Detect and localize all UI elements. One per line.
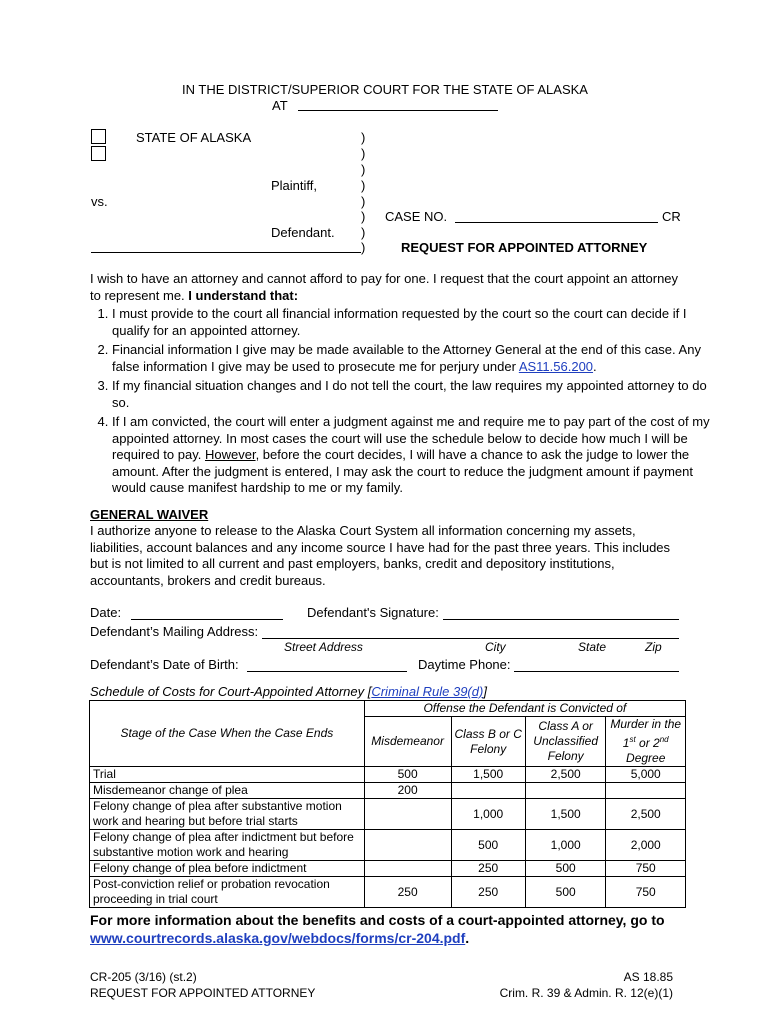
class-b-c-column-header: Class B or C Felony bbox=[451, 717, 525, 767]
misdemeanor-column-header: Misdemeanor bbox=[364, 717, 451, 767]
class-b-c-cell: 250 bbox=[451, 877, 525, 908]
case-number-field[interactable] bbox=[455, 222, 658, 223]
class-b-c-cell: 1,000 bbox=[451, 799, 525, 830]
case-suffix-label: CR bbox=[662, 209, 681, 224]
misdemeanor-cell bbox=[364, 799, 451, 830]
murder-cell bbox=[606, 783, 686, 799]
waiver-text: I authorize anyone to release to the Alaska Court System all information concerning my assets, liabilities, account balances and any income source I have had for the past three years. This includes but is not limited to all current and past employers, banks, credit and depository institutions, accountants, brokers and credit bureaus. bbox=[90, 523, 671, 588]
class-a-cell: 500 bbox=[525, 877, 606, 908]
murder-header-sup: nd bbox=[659, 735, 669, 744]
footer-statute: AS 18.85 bbox=[623, 970, 673, 984]
date-label: Date: bbox=[90, 605, 122, 620]
class-a-cell: 1,000 bbox=[525, 830, 606, 861]
murder-column-header bbox=[606, 717, 686, 767]
term-item-2 bbox=[112, 342, 712, 375]
class-b-c-cell: 250 bbox=[451, 861, 525, 877]
table-row bbox=[90, 799, 686, 830]
caption-paren: ) bbox=[361, 178, 366, 193]
understanding-list bbox=[90, 306, 712, 500]
mailing-address-label: Defendant’s Mailing Address: bbox=[90, 624, 259, 639]
versus-label: vs. bbox=[91, 194, 108, 209]
stage-column-header: Stage of the Case When the Case Ends bbox=[90, 701, 365, 767]
more-info-text: . bbox=[465, 930, 470, 946]
class-a-cell: 1,500 bbox=[525, 799, 606, 830]
footer-form-name: REQUEST FOR APPOINTED ATTORNEY bbox=[90, 986, 316, 1000]
more-info-text: For more information about the benefits and costs of a court-appointed attorney, go to bbox=[90, 912, 665, 928]
signature-field[interactable] bbox=[443, 619, 679, 620]
court-location-label: AT bbox=[272, 98, 288, 113]
understand-label: I understand that: bbox=[188, 288, 299, 303]
daytime-phone-field[interactable] bbox=[514, 671, 679, 672]
defendant-name-field[interactable] bbox=[91, 252, 361, 253]
offense-group-header: Offense the Defendant is Convicted of bbox=[364, 701, 685, 717]
state-checkbox-1[interactable] bbox=[91, 129, 106, 144]
zip-caption: Zip bbox=[645, 640, 662, 654]
term-item-3 bbox=[112, 378, 712, 411]
state-checkbox-2[interactable] bbox=[91, 146, 106, 161]
class-a-cell bbox=[525, 783, 606, 799]
table-header-row bbox=[90, 701, 686, 717]
term-item-1 bbox=[112, 306, 712, 339]
murder-cell: 2,000 bbox=[606, 830, 686, 861]
caption-paren: ) bbox=[361, 162, 366, 177]
statute-link[interactable]: AS11.56.200 bbox=[518, 358, 594, 374]
waiver-heading: GENERAL WAIVER bbox=[90, 507, 209, 522]
state-caption: State bbox=[578, 640, 607, 654]
date-of-birth-label: Defendant’s Date of Birth: bbox=[90, 657, 239, 672]
murder-cell: 750 bbox=[606, 861, 686, 877]
state-of-alaska-label: STATE OF ALASKA bbox=[136, 130, 252, 145]
intro-paragraph bbox=[90, 270, 690, 304]
however-text: However bbox=[204, 447, 256, 462]
caption-paren: ) bbox=[361, 240, 366, 255]
schedule-title-text: Schedule of Costs for Court-Appointed Attorney [ bbox=[90, 684, 372, 699]
class-a-column-header: Class A or Unclassified Felony bbox=[525, 717, 606, 767]
footer-rules: Crim. R. 39 & Admin. R. 12(e)(1) bbox=[499, 986, 673, 1000]
criminal-rule-link[interactable]: Criminal Rule 39(d) bbox=[371, 684, 484, 699]
misdemeanor-cell: 500 bbox=[364, 767, 451, 783]
stage-cell: Felony change of plea after substantive motion work and hearing but before trial starts bbox=[90, 799, 365, 830]
table-row bbox=[90, 783, 686, 799]
misdemeanor-cell bbox=[364, 830, 451, 861]
term-text: . bbox=[593, 358, 597, 374]
class-b-c-cell: 500 bbox=[451, 830, 525, 861]
defendant-label: Defendant. bbox=[271, 225, 335, 240]
street-address-caption: Street Address bbox=[284, 640, 363, 654]
term-text: I must provide to the court all financial information requested by the court so the court can decide if I qualify for an appointed attorney. bbox=[112, 306, 687, 338]
stage-cell: Trial bbox=[90, 767, 365, 783]
misdemeanor-cell: 200 bbox=[364, 783, 451, 799]
murder-header-text: Murder in the 1 bbox=[610, 717, 682, 750]
stage-cell: Post-conviction relief or probation revocation proceeding in trial court bbox=[90, 877, 365, 908]
class-b-c-cell: 1,500 bbox=[451, 767, 525, 783]
date-of-birth-field[interactable] bbox=[247, 671, 407, 672]
caption-paren: ) bbox=[361, 130, 366, 145]
schedule-title-text: ] bbox=[483, 684, 487, 699]
court-location-field[interactable] bbox=[298, 110, 498, 111]
misdemeanor-cell bbox=[364, 861, 451, 877]
date-field[interactable] bbox=[131, 619, 283, 620]
term-text: Financial information I give may be made available to the Attorney General at the end of this case. Any false information I give may be used to prosecute me for perjury under bbox=[112, 342, 701, 374]
misdemeanor-cell: 250 bbox=[364, 877, 451, 908]
caption-paren: ) bbox=[361, 225, 366, 240]
caption-paren: ) bbox=[361, 194, 366, 209]
murder-header-sup: st bbox=[629, 735, 636, 744]
more-info-link[interactable]: www.courtrecords.alaska.gov/webdocs/forms/cr-204.pdf bbox=[90, 930, 466, 946]
table-row bbox=[90, 877, 686, 908]
more-info-paragraph bbox=[90, 911, 710, 947]
murder-header-text: Degree bbox=[626, 751, 666, 765]
class-b-c-cell bbox=[451, 783, 525, 799]
plaintiff-label: Plaintiff, bbox=[271, 178, 318, 193]
murder-cell: 750 bbox=[606, 877, 686, 908]
city-caption: City bbox=[485, 640, 506, 654]
stage-cell: Felony change of plea after indictment but before substantive motion work and hearing bbox=[90, 830, 365, 861]
form-id: CR-205 (3/16) (st.2) bbox=[90, 970, 197, 984]
term-text: , before the court decides, I will have a chance to ask the judge to lower the amount. After the judgment is entered, I may ask the court to reduce the judgment amount if payment would cause manifest hardship to me or my family. bbox=[112, 447, 693, 495]
murder-cell: 2,500 bbox=[606, 799, 686, 830]
mailing-address-field[interactable] bbox=[262, 638, 679, 639]
intro-text: I wish to have an attorney and cannot afford to pay for one. I request that the court appoint an attorney to represent me. bbox=[90, 271, 679, 303]
term-item-4 bbox=[112, 414, 712, 497]
cost-schedule-table bbox=[89, 700, 686, 908]
stage-cell: Felony change of plea before indictment bbox=[90, 861, 365, 877]
murder-cell: 5,000 bbox=[606, 767, 686, 783]
caption-paren: ) bbox=[361, 146, 366, 161]
murder-header-text: or 2 bbox=[635, 736, 660, 750]
term-text: If I am convicted, the court will enter a judgment against me and require me to pay part of the cost of my appointed attorney. In most cases the court will use the schedule below to decide how much I will be required to pay. bbox=[112, 414, 710, 462]
court-heading: IN THE DISTRICT/SUPERIOR COURT FOR THE STATE OF ALASKA bbox=[182, 82, 588, 97]
class-a-cell: 500 bbox=[525, 861, 606, 877]
table-row bbox=[90, 767, 686, 783]
case-number-label: CASE NO. bbox=[385, 209, 448, 224]
class-a-cell: 2,500 bbox=[525, 767, 606, 783]
stage-cell: Misdemeanor change of plea bbox=[90, 783, 365, 799]
signature-label: Defendant's Signature: bbox=[307, 605, 439, 620]
caption-paren: ) bbox=[361, 209, 366, 224]
schedule-title bbox=[90, 684, 487, 700]
daytime-phone-label: Daytime Phone: bbox=[418, 657, 511, 672]
table-row bbox=[90, 830, 686, 861]
form-title: REQUEST FOR APPOINTED ATTORNEY bbox=[401, 240, 648, 255]
term-text: If my financial situation changes and I do not tell the court, the law requires my appointed attorney to do so. bbox=[112, 378, 707, 410]
table-row bbox=[90, 861, 686, 877]
